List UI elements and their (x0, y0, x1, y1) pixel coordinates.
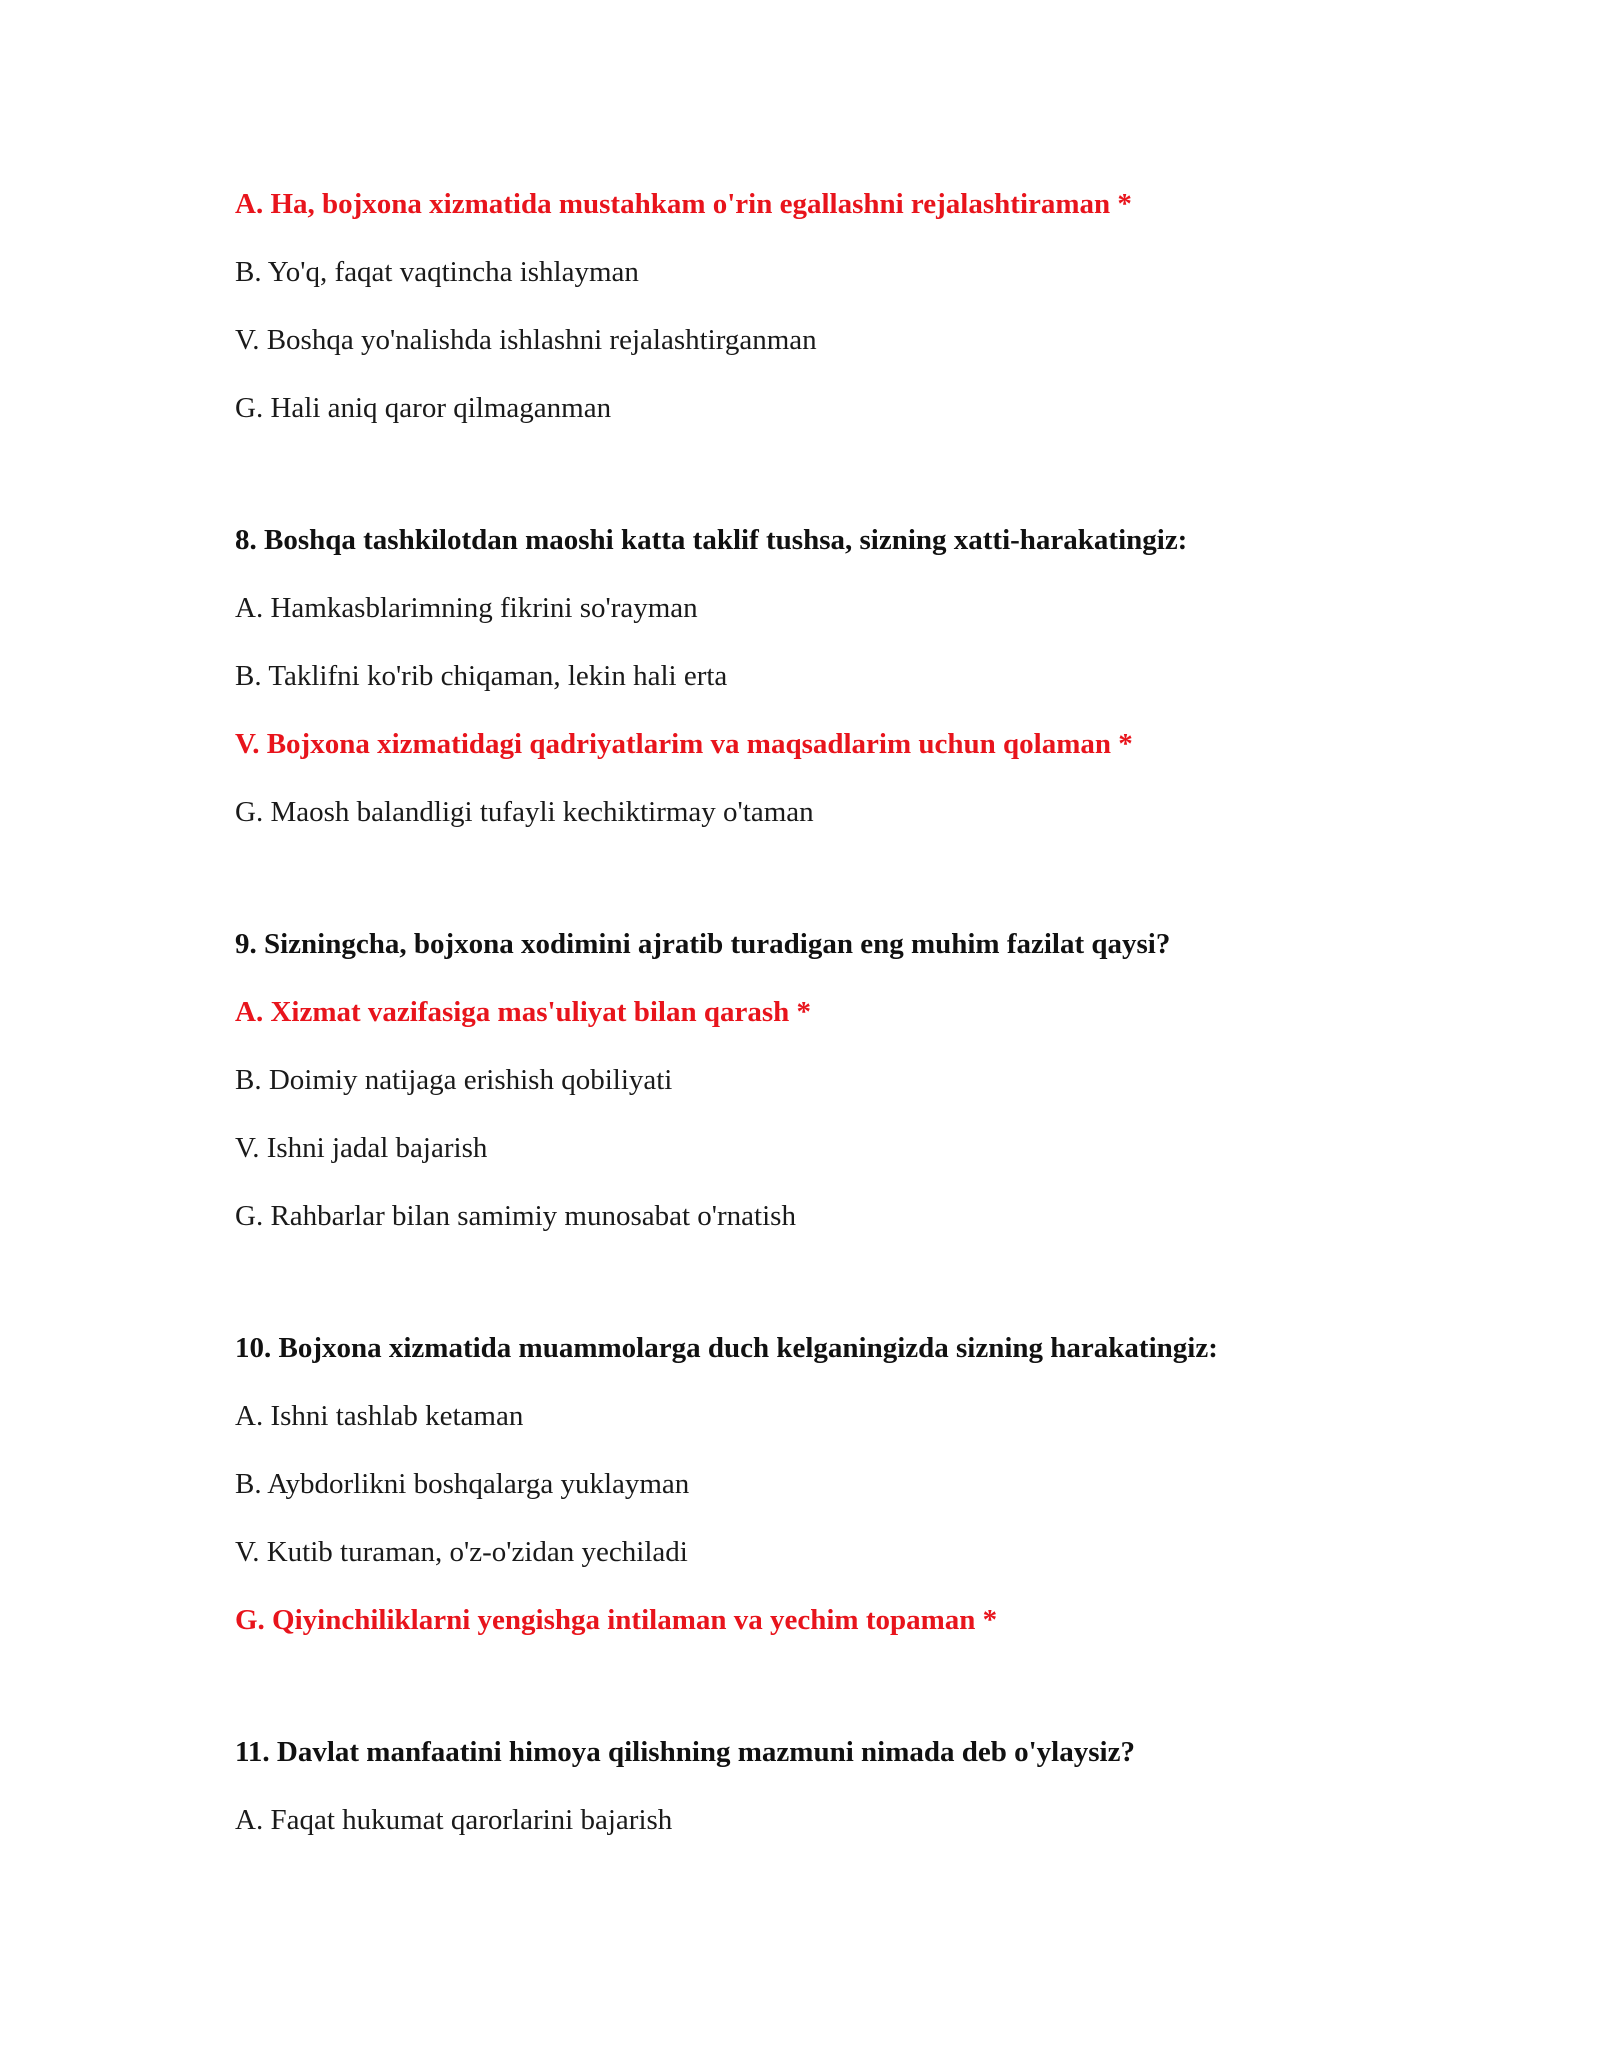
question-10-block (235, 1330, 1435, 1638)
q7-option-g: G. Hali aniq qaror qilmaganman (235, 392, 612, 424)
q9-option-a-correct: A. Xizmat vazifasiga mas'uliyat bilan qarash * (235, 996, 811, 1028)
question-7-block (235, 186, 1435, 426)
spacer (235, 862, 1435, 926)
q10-option-a: A. Ishni tashlab ketaman (235, 1400, 524, 1432)
q11-question: 11. Davlat manfaatini himoya qilishning mazmuni nimada deb o'ylaysiz? (235, 1736, 1135, 1768)
q8-question: 8. Boshqa tashkilotdan maoshi katta taklif tushsa, sizning xatti-harakatingiz: (235, 524, 1188, 556)
document-page (235, 186, 1435, 1870)
spacer (235, 1266, 1435, 1330)
spacer (235, 458, 1435, 522)
q9-question: 9. Sizningcha, bojxona xodimini ajratib turadigan eng muhim fazilat qaysi? (235, 928, 1171, 960)
q9-option-g: G. Rahbarlar bilan samimiy munosabat o'rnatish (235, 1200, 796, 1232)
q10-option-g-correct: G. Qiyinchiliklarni yengishga intilaman va yechim topaman * (235, 1604, 998, 1636)
q11-option-a: A. Faqat hukumat qarorlarini bajarish (235, 1804, 673, 1836)
q10-option-v: V. Kutib turaman, o'z-o'zidan yechiladi (235, 1536, 688, 1568)
spacer (235, 1670, 1435, 1734)
q10-option-b: B. Aybdorlikni boshqalarga yuklayman (235, 1468, 690, 1500)
q7-option-v: V. Boshqa yo'nalishda ishlashni rejalashtirganman (235, 324, 817, 356)
q7-option-a-correct: A. Ha, bojxona xizmatida mustahkam o'rin egallashni rejalashtiraman * (235, 188, 1132, 220)
q7-option-b: B. Yo'q, faqat vaqtincha ishlayman (235, 256, 639, 288)
q8-option-b: B. Taklifni ko'rib chiqaman, lekin hali erta (235, 660, 728, 692)
q9-option-b: B. Doimiy natijaga erishish qobiliyati (235, 1064, 673, 1096)
question-8-block (235, 522, 1435, 830)
q8-option-v-correct: V. Bojxona xizmatidagi qadriyatlarim va maqsadlarim uchun qolaman * (235, 728, 1133, 760)
q10-question: 10. Bojxona xizmatida muammolarga duch kelganingizda sizning harakatingiz: (235, 1332, 1218, 1364)
q8-option-g: G. Maosh balandligi tufayli kechiktirmay o'taman (235, 796, 814, 828)
question-9-block (235, 926, 1435, 1234)
q8-option-a: A. Hamkasblarimning fikrini so'rayman (235, 592, 698, 624)
question-11-block (235, 1734, 1435, 1838)
q9-option-v: V. Ishni jadal bajarish (235, 1132, 488, 1164)
